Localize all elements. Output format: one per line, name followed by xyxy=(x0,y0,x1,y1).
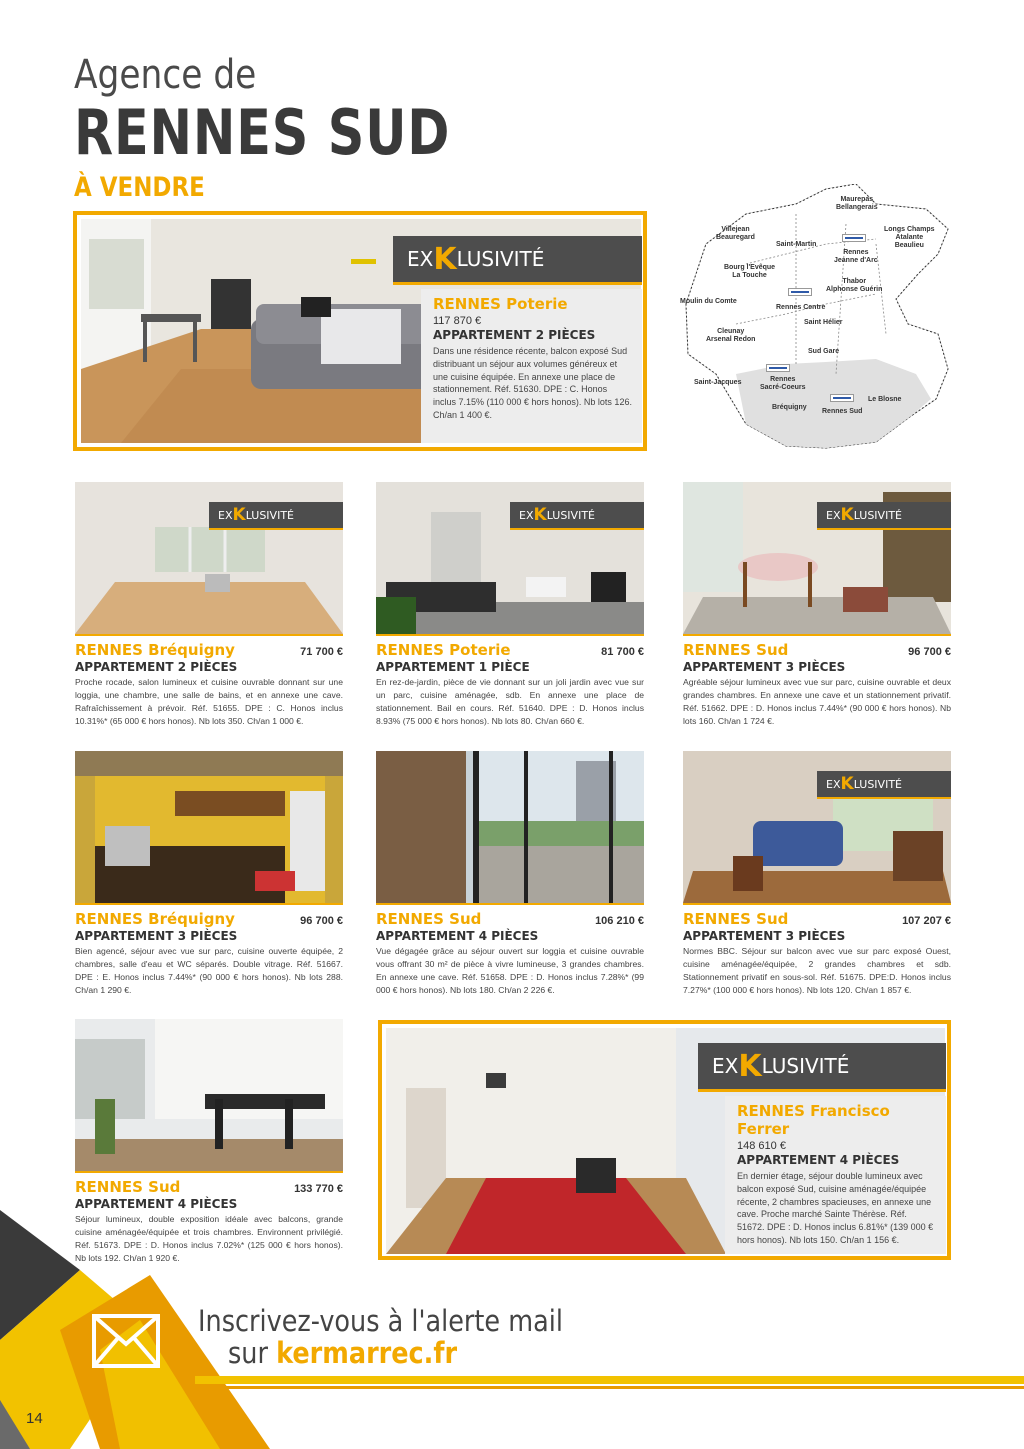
map-label-le-blosne: Le Blosne xyxy=(868,396,902,403)
card-divider xyxy=(683,903,951,905)
featured-listing-card[interactable] xyxy=(73,211,647,451)
listing-price: 96 700 € xyxy=(300,915,343,927)
website-link[interactable]: kermarrec.fr xyxy=(276,1336,458,1370)
badge-ex: EX xyxy=(826,508,841,522)
map-label-cleunay: Cleunay Arsenal Redon xyxy=(706,328,756,343)
map-label-moulin-du-comte: Moulin du Comte xyxy=(680,298,737,305)
map-label-saint-jacques: Saint-Jacques xyxy=(694,379,742,386)
listing-card[interactable] xyxy=(75,903,343,997)
listing-price: 107 207 € xyxy=(902,915,951,927)
page-number: 14 xyxy=(26,1410,43,1427)
listing-city: RENNES Bréquigny xyxy=(75,910,235,928)
map-label-longs-champs: Longs Champs Atalante Beaulieu xyxy=(884,226,935,249)
badge-stripe xyxy=(209,528,343,530)
exclusivite-badge xyxy=(393,236,642,282)
badge-ex: EX xyxy=(218,508,233,522)
listing-type: APPARTEMENT 4 PIÈCES xyxy=(737,1153,900,1167)
card-divider xyxy=(75,903,343,905)
district-map xyxy=(676,184,956,454)
listing-card[interactable] xyxy=(376,634,644,728)
listing-card[interactable] xyxy=(376,903,644,997)
card-divider xyxy=(75,634,343,636)
badge-k: K xyxy=(840,774,854,794)
mail-alert-cta-link-line xyxy=(228,1336,457,1370)
listing-description: Bien agencé, séjour avec vue sur parc, cuisine ouverte équipée, 2 chambres, salle d'eau et WC séparés. Double vitrage. Réf. 51667. DPE : E. Honos inclus 7.44%* (90 000 € hors honos). Nb lots 288. Ch/an 1 290 €. xyxy=(75,946,343,995)
listing-city: RENNES Sud xyxy=(376,910,482,928)
listing-price: 106 210 € xyxy=(595,915,644,927)
badge-rest: LUSIVITÉ xyxy=(853,777,902,791)
card-divider xyxy=(683,634,951,636)
listing-price: 81 700 € xyxy=(601,646,644,658)
listing-price: 96 700 € xyxy=(908,646,951,658)
card-divider xyxy=(376,903,644,905)
agency-label: Agence de xyxy=(74,52,257,98)
badge-stripe xyxy=(817,797,951,799)
badge-rest: LUSIVITÉ xyxy=(853,508,902,522)
listing-type: APPARTEMENT 3 PIÈCES xyxy=(683,929,846,943)
page-title: RENNES SUD xyxy=(74,96,451,169)
listing-price: 117 870 € xyxy=(433,315,482,327)
map-label-sud-gare: Sud Gare xyxy=(808,348,840,355)
listing-description: En rez-de-jardin, pièce de vie donnant sur un joli jardin avec vue sur un parc, cuisine aménagée, sdb. En annexe une place de stationnement. Bail en cours. Réf. 51640. DPE : D. Honos inclus 8.93% (75 000 € hors honos). Nb lots 80. Ch/an 660 €. xyxy=(376,677,644,726)
badge-k: K xyxy=(232,505,246,525)
listing-photo[interactable] xyxy=(75,1019,343,1171)
exclusivite-badge xyxy=(698,1043,946,1089)
map-label-rennes-sud: Rennes Sud xyxy=(822,408,863,415)
listing-photo[interactable] xyxy=(376,751,644,903)
mail-icon xyxy=(90,1312,162,1370)
agency-marker-icon xyxy=(788,288,812,296)
map-label-rennes-centre: Rennes Centre xyxy=(776,304,826,311)
mail-alert-cta: Inscrivez-vous à l'alerte mail xyxy=(198,1304,563,1338)
badge-stripe xyxy=(698,1089,946,1092)
listing-type: APPARTEMENT 1 PIÈCE xyxy=(376,660,530,674)
map-label-thabor: Thabor Alphonse Guérin xyxy=(826,278,883,293)
badge-k: K xyxy=(840,505,854,525)
exclusivite-badge xyxy=(817,771,951,797)
listing-type: APPARTEMENT 2 PIÈCES xyxy=(75,660,238,674)
map-label-maurepas: Maurepas Bellangerais xyxy=(836,196,878,211)
listing-type: APPARTEMENT 4 PIÈCES xyxy=(376,929,539,943)
badge-ex: EX xyxy=(519,508,534,522)
map-label-villejean: Villejean Beauregard xyxy=(716,226,755,241)
listing-card[interactable] xyxy=(683,634,951,728)
exclusivite-badge xyxy=(209,502,343,528)
card-divider xyxy=(75,1171,343,1173)
listing-city: RENNES Poterie xyxy=(376,641,511,659)
listing-description: Proche rocade, salon lumineux et cuisine ouvrable donnant sur une loggia, une chambre, une salle de bains, et en annexe une cave. Rafraîchissement à prévoir. Réf. 51655. DPE : C. Honos inclus 10.31%* (65 000 € hors honos). Nb lots 350. Ch/an 1 000 €. xyxy=(75,677,343,726)
badge-ex: EX xyxy=(826,777,841,791)
listing-type: APPARTEMENT 3 PIÈCES xyxy=(683,660,846,674)
badge-ex: EX xyxy=(712,1054,739,1078)
listing-card[interactable] xyxy=(683,903,951,997)
listing-description: Séjour lumineux, double exposition idéale avec balcons, grande cuisine aménagée/équipée et trois chambres. Environnent privilégié. Réf. 51673. DPE : D. Honos inclus 7.02%* (125 000 € hors honos). Nb lots 192. Ch/an 1 920 €. xyxy=(75,1214,343,1263)
listing-photo[interactable] xyxy=(75,751,343,903)
badge-stripe xyxy=(510,528,644,530)
listing-description: Vue dégagée grâce au séjour ouvert sur loggia et cuisine ouvrable vous offrant 30 m² de pièce à vivre lumineuse, 3 grandes chambres. En annexe une cave. Réf. 51658. DPE : D. Honos inclus 7.28%* (99 000 € hors honos). Nb lots 180. Ch/an 2 226 €. xyxy=(376,946,644,995)
badge-ex: EX xyxy=(407,247,434,271)
agency-marker-icon xyxy=(842,234,866,242)
listing-city: RENNES Sud xyxy=(75,1178,181,1196)
listing-description: Normes BBC. Séjour sur balcon avec vue sur parc exposé Ouest, cuisine aménagée/équipée, 2 grandes chambres et sdb. Stationnement privatif en sous-sol. Réf. 51675. DPE:D. Honos inclus 7.27%* (100 000 € hors honos). Nb lots 120. Ch/an 1 857 €. xyxy=(683,946,951,995)
badge-rest: LUSIVITÉ xyxy=(456,247,545,271)
map-label-jeanne-darc: Rennes Jeanne d'Arc xyxy=(834,249,878,264)
listing-city: RENNES Sud xyxy=(683,910,789,928)
listing-city: RENNES Poterie xyxy=(433,295,568,313)
exclusivite-badge xyxy=(817,502,951,528)
listing-description: Agréable séjour lumineux avec vue sur parc, cuisine ouvrable et deux grandes chambres. En annexe une cave et un stationnement privatif. Réf. 51662. DPE : D. Honos inclus 7.44%* (90 000 € hors honos). Nb lots 160. Ch/an 1 724 €. xyxy=(683,677,951,726)
listing-description: En dernier étage, séjour double lumineux avec balcon exposé Sud, cuisine aménagée/équipée récente, 2 chambres spacieuses, en annexe une cave. Proche marché Sainte Thérèse. Réf. 51672. DPE : D. Honos inclus 6.81%* (139 000 € hors honos). Nb lots 150. Ch/an 1 156 €. xyxy=(737,1171,934,1245)
exclusivite-badge xyxy=(510,502,644,528)
agency-marker-icon xyxy=(830,394,854,402)
section-heading: À VENDRE xyxy=(74,172,205,203)
listing-type: APPARTEMENT 3 PIÈCES xyxy=(75,929,238,943)
listing-price: 133 770 € xyxy=(294,1183,343,1195)
map-label-brequigny: Bréquigny xyxy=(772,404,807,411)
badge-stripe xyxy=(393,282,642,285)
badge-k: K xyxy=(738,1048,762,1084)
listing-price: 71 700 € xyxy=(300,646,343,658)
listing-type: APPARTEMENT 4 PIÈCES xyxy=(75,1197,238,1211)
agency-marker-icon xyxy=(766,364,790,372)
map-label-saint-helier: Saint Hélier xyxy=(804,319,843,326)
featured-info-panel xyxy=(421,289,642,443)
badge-rest: LUSIVITÉ xyxy=(761,1054,850,1078)
listing-card[interactable] xyxy=(75,634,343,728)
card-divider xyxy=(376,634,644,636)
listing-type: APPARTEMENT 2 PIÈCES xyxy=(433,328,596,342)
listing-city: RENNES Francisco Ferrer xyxy=(737,1102,890,1138)
badge-rest: LUSIVITÉ xyxy=(245,508,294,522)
badge-k: K xyxy=(533,505,547,525)
map-label-sacre-coeurs: Rennes Sacré-Coeurs xyxy=(760,376,806,391)
listing-city: RENNES Sud xyxy=(683,641,789,659)
listing-price: 148 610 € xyxy=(737,1140,786,1152)
map-label-bourg-leveque: Bourg l'Evêque La Touche xyxy=(724,264,776,279)
badge-stripe xyxy=(817,528,951,530)
map-label-saint-martin: Saint-Martin xyxy=(776,241,817,248)
listing-description: Dans une résidence récente, balcon exposé Sud distribuant un séjour aux volumes généreux et une cuisine équipée. En annexe une place de stationnement. Réf. 51630. DPE : C. Honos inclus 7.15% (110 000 € hors honos). Nb lots 126. Ch/an 1 400 €. xyxy=(433,346,632,420)
cta-prefix: sur xyxy=(228,1336,277,1370)
listing-city: RENNES Bréquigny xyxy=(75,641,235,659)
badge-rest: LUSIVITÉ xyxy=(546,508,595,522)
badge-k: K xyxy=(433,241,457,277)
